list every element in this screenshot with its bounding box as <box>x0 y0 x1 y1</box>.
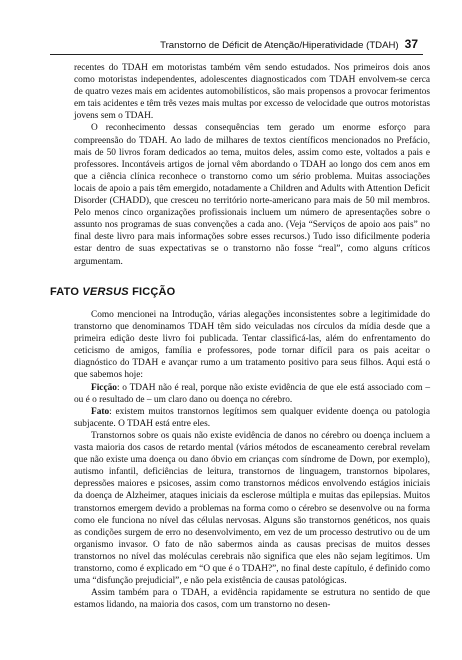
header-rule <box>50 54 423 55</box>
paragraph-fact <box>74 406 430 430</box>
section-heading-versus: VERSUS <box>82 286 129 298</box>
section-heading-part1: FATO <box>50 286 83 298</box>
page-number: 37 <box>404 37 418 51</box>
section-heading <box>50 286 175 298</box>
section-heading-part3: FICÇÃO <box>128 286 176 298</box>
fiction-text: : o TDAH não é real, porque não existe evidência de que ele está associado com – ou é o resultado de – um claro dano ou doença no cérebro. <box>74 382 430 405</box>
paragraph-adhd-development: Assim também para o TDAH, a evidência rapidamente se estrutura no sentido de que estamos lidando, na maioria dos casos, com um transtorno no desen- <box>74 588 430 611</box>
paragraph-intro: Como mencionei na Introdução, várias alegações inconsistentes sobre a legitimidade do transtorno que denominamos TDAH têm sido veiculadas nos círculos da mídia desde que a primeira edição deste livro foi publicada. Tentar classificá-las, além do enfrentamento do ceticismo de amigos, família e professores, pode tornar difícil para os pais aceitar o diagnóstico do TDAH e avançar rumo a um tratamento positivo para seus filhos. Aqui está o que sabemos hoje: <box>74 310 430 381</box>
top-text-block <box>74 62 430 268</box>
running-header <box>50 37 418 53</box>
fact-text: : existem muitos transtornos legítimos sem qualquer evidente doença ou patologia subjacente. O TDAH está entre eles. <box>74 406 430 429</box>
fact-label: Fato <box>91 406 110 417</box>
fiction-label: Ficção <box>91 382 117 393</box>
running-title: Transtorno de Déficit de Atenção/Hiperatividade (TDAH) <box>160 40 399 51</box>
paragraph-continued: recentes do TDAH em motoristas também vêm sendo estudados. Nos primeiros dois anos como motoristas independentes, adolescentes diagnosticados com TDAH envolvem-se cerca de quatro vezes mais em acidentes automobilísticos, são mais propensos a provocar ferimentos em tais acidentes e têm três vezes mais multas por excesso de velocidade que outros motoristas jovens sem o TDAH. <box>74 63 430 122</box>
paragraph-disorders: Transtornos sobre os quais não existe evidência de danos no cérebro ou doença incluem a vasta maioria dos casos de retardo mental (vários métodos de escaneamento cerebral revelam que não existe uma doença ou dano óbvio em crianças com síndrome de Down, por exemplo), autismo infantil, deficiências de leitura, transtornos de linguagem, transtornos bipolares, depressões maiores e psicoses, assim como transtornos médicos envolvendo estágios iniciais da doença de Alzheimer, ataques iniciais da esclerose múltipla e muitas das epilepsias. Muitos transtornos emergem devido a problemas na forma como o cérebro se desenvolve ou na forma como ele funciona no nível das células nervosas. Alguns são transtornos genéticos, nos quais as condições surgem de erro no desenvolvimento, em vez de um processo destrutivo ou de um organismo invasor. O fato de não sabermos ainda as causas precisas de muitos desses transtornos no nível das moléculas cerebrais não significa que eles não sejam legítimos. Um transtorno, como é explicado em “O que é o TDAH?”, no final deste capítulo, é definido como uma “disfunção prejudicial”, e não pela existência de causas patológicas. <box>74 430 430 587</box>
paragraph-recognition: O reconhecimento dessas consequências tem gerado um enorme esforço para compreensão do TDAH. Ao lado de milhares de textos científicos mencionados no Prefácio, mais de 50 livros foram dedicados ao tema, muitos deles, assim como este, voltados a pais e professores. Incontáveis artigos de jornal vêm abordando o TDAH ao longo dos cem anos em que a ciência clínica reconhece o transtorno como um sério problema. Muitas associações locais de apoio a pais têm emergido, notadamente a Children and Adults with Attention Deficit Disorder (CHADD), que cresceu no território norte-americano para mais de 50 mil membros. Pelo menos cinco organizações profissionais incluem um número de apresentações sobre o assunto nos programas de suas convenções a cada ano. (Veja “Serviços de apoio aos pais” no final deste livro para mais informações sobre esses recursos.) Tudo isso dificilmente poderia estar dentro de suas expectativas se o transtorno não fosse “real”, como alguns críticos argumentam. <box>74 123 430 267</box>
paragraph-fiction <box>74 382 430 406</box>
section-text-block <box>74 309 430 611</box>
